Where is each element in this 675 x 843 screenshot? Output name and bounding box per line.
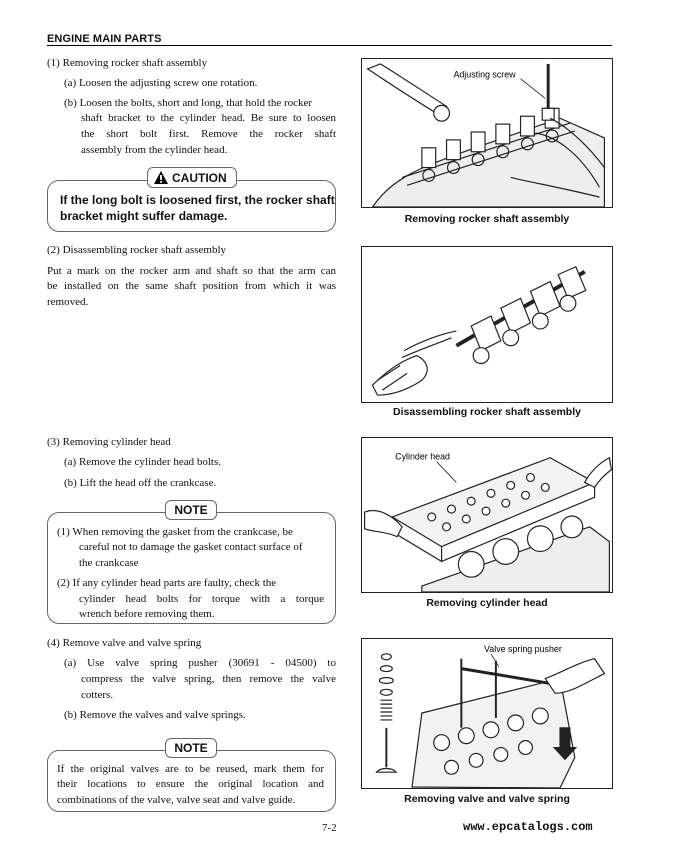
step-4a-line2: compress the valve spring, then remove the valve [81, 673, 336, 685]
note-1-item2-line1: (2) If any cylinder head parts are faulty, check the [57, 577, 277, 589]
valve-spring-illustration [362, 639, 612, 788]
note-1-item2-line2: cylinder head bolts for torque with a torque [79, 593, 324, 605]
step-2-line2: be installed on the same shaft position from which it was [47, 280, 336, 292]
note-1-item1-line2: careful not to damage the gasket contact surface of [79, 541, 303, 553]
caution-label: CAUTION [172, 171, 227, 185]
step-3-title: (3) Removing cylinder head [47, 436, 171, 448]
figure-3-caption: Removing cylinder head [426, 597, 548, 609]
figure-valve-removal [361, 638, 613, 789]
step-4b-text: (b) Remove the valves and valve springs. [64, 709, 246, 721]
note-tag-1: NOTE [165, 500, 217, 520]
cylinder-head-label: Cylinder head [395, 451, 450, 462]
step-4-title: (4) Remove valve and valve spring [47, 637, 202, 649]
rocker-shaft-illustration [362, 59, 612, 207]
note-1-item1-line1: (1) When removing the gasket from the crankcase, be [57, 526, 293, 538]
step-2-title: (2) Disassembling rocker shaft assembly [47, 244, 227, 256]
step-2-line1: Put a mark on the rocker arm and shaft so that the arm can [47, 265, 336, 277]
adjusting-screw-label: Adjusting screw [453, 69, 516, 80]
note-1-item1-line3: the crankcase [79, 557, 139, 569]
header-rule [47, 45, 612, 46]
note-2-line3: combinations of the valve, valve seat and valve guide. [57, 794, 296, 806]
caution-line1: If the long bolt is loosened first, the rocker shaft [60, 193, 335, 207]
note-tag-2: NOTE [165, 738, 217, 758]
step-1b-line4: assembly from the cylinder head. [81, 144, 228, 156]
step-4a-line1: (a) Use valve spring pusher (30691 - 04500) to [64, 657, 336, 669]
step-1b-line3: the short bolt first. Remove the rocker shaft [81, 128, 336, 140]
figure-1-caption: Removing rocker shaft assembly [404, 213, 570, 225]
figure-cylinder-head-removal [361, 437, 613, 593]
step-1-title: (1) Removing rocker shaft assembly [47, 57, 208, 69]
step-3a-text: (a) Remove the cylinder head bolts. [64, 456, 222, 468]
caution-line2: bracket might suffer damage. [60, 209, 228, 223]
page-number: 7-2 [322, 822, 337, 834]
step-1a-text: (a) Loosen the adjusting screw one rotation. [64, 77, 258, 89]
note-1-item2-line3: wrench before removing them. [79, 608, 215, 620]
section-header: ENGINE MAIN PARTS [47, 33, 162, 45]
figure-rocker-shaft-removal [361, 58, 613, 208]
rocker-disassembly-illustration [362, 247, 612, 402]
cylinder-head-illustration [362, 438, 612, 592]
note-2-line2: their locations to ensure the original location and [57, 778, 324, 790]
step-3b-text: (b) Lift the head off the crankcase. [64, 477, 217, 489]
figure-rocker-shaft-disassembly [361, 246, 613, 403]
step-1b-line2: shaft bracket to the cylinder head. Be sure to loosen [81, 112, 336, 124]
warning-icon [153, 170, 169, 185]
note-2-line1: If the original valves are to be reused, mark them for [57, 763, 324, 775]
step-2-line3: removed. [47, 296, 89, 308]
caution-tag [147, 167, 237, 188]
step-1b-line1: (b) Loosen the bolts, short and long, that hold the rocker [64, 97, 313, 109]
figure-4-caption: Removing valve and valve spring [404, 793, 570, 805]
step-4a-line3: cotters. [81, 689, 114, 701]
figure-2-caption: Disassembling rocker shaft assembly [393, 406, 581, 418]
watermark-url: www.epcatalogs.com [463, 820, 593, 834]
valve-spring-pusher-label: Valve spring pusher [484, 643, 562, 654]
